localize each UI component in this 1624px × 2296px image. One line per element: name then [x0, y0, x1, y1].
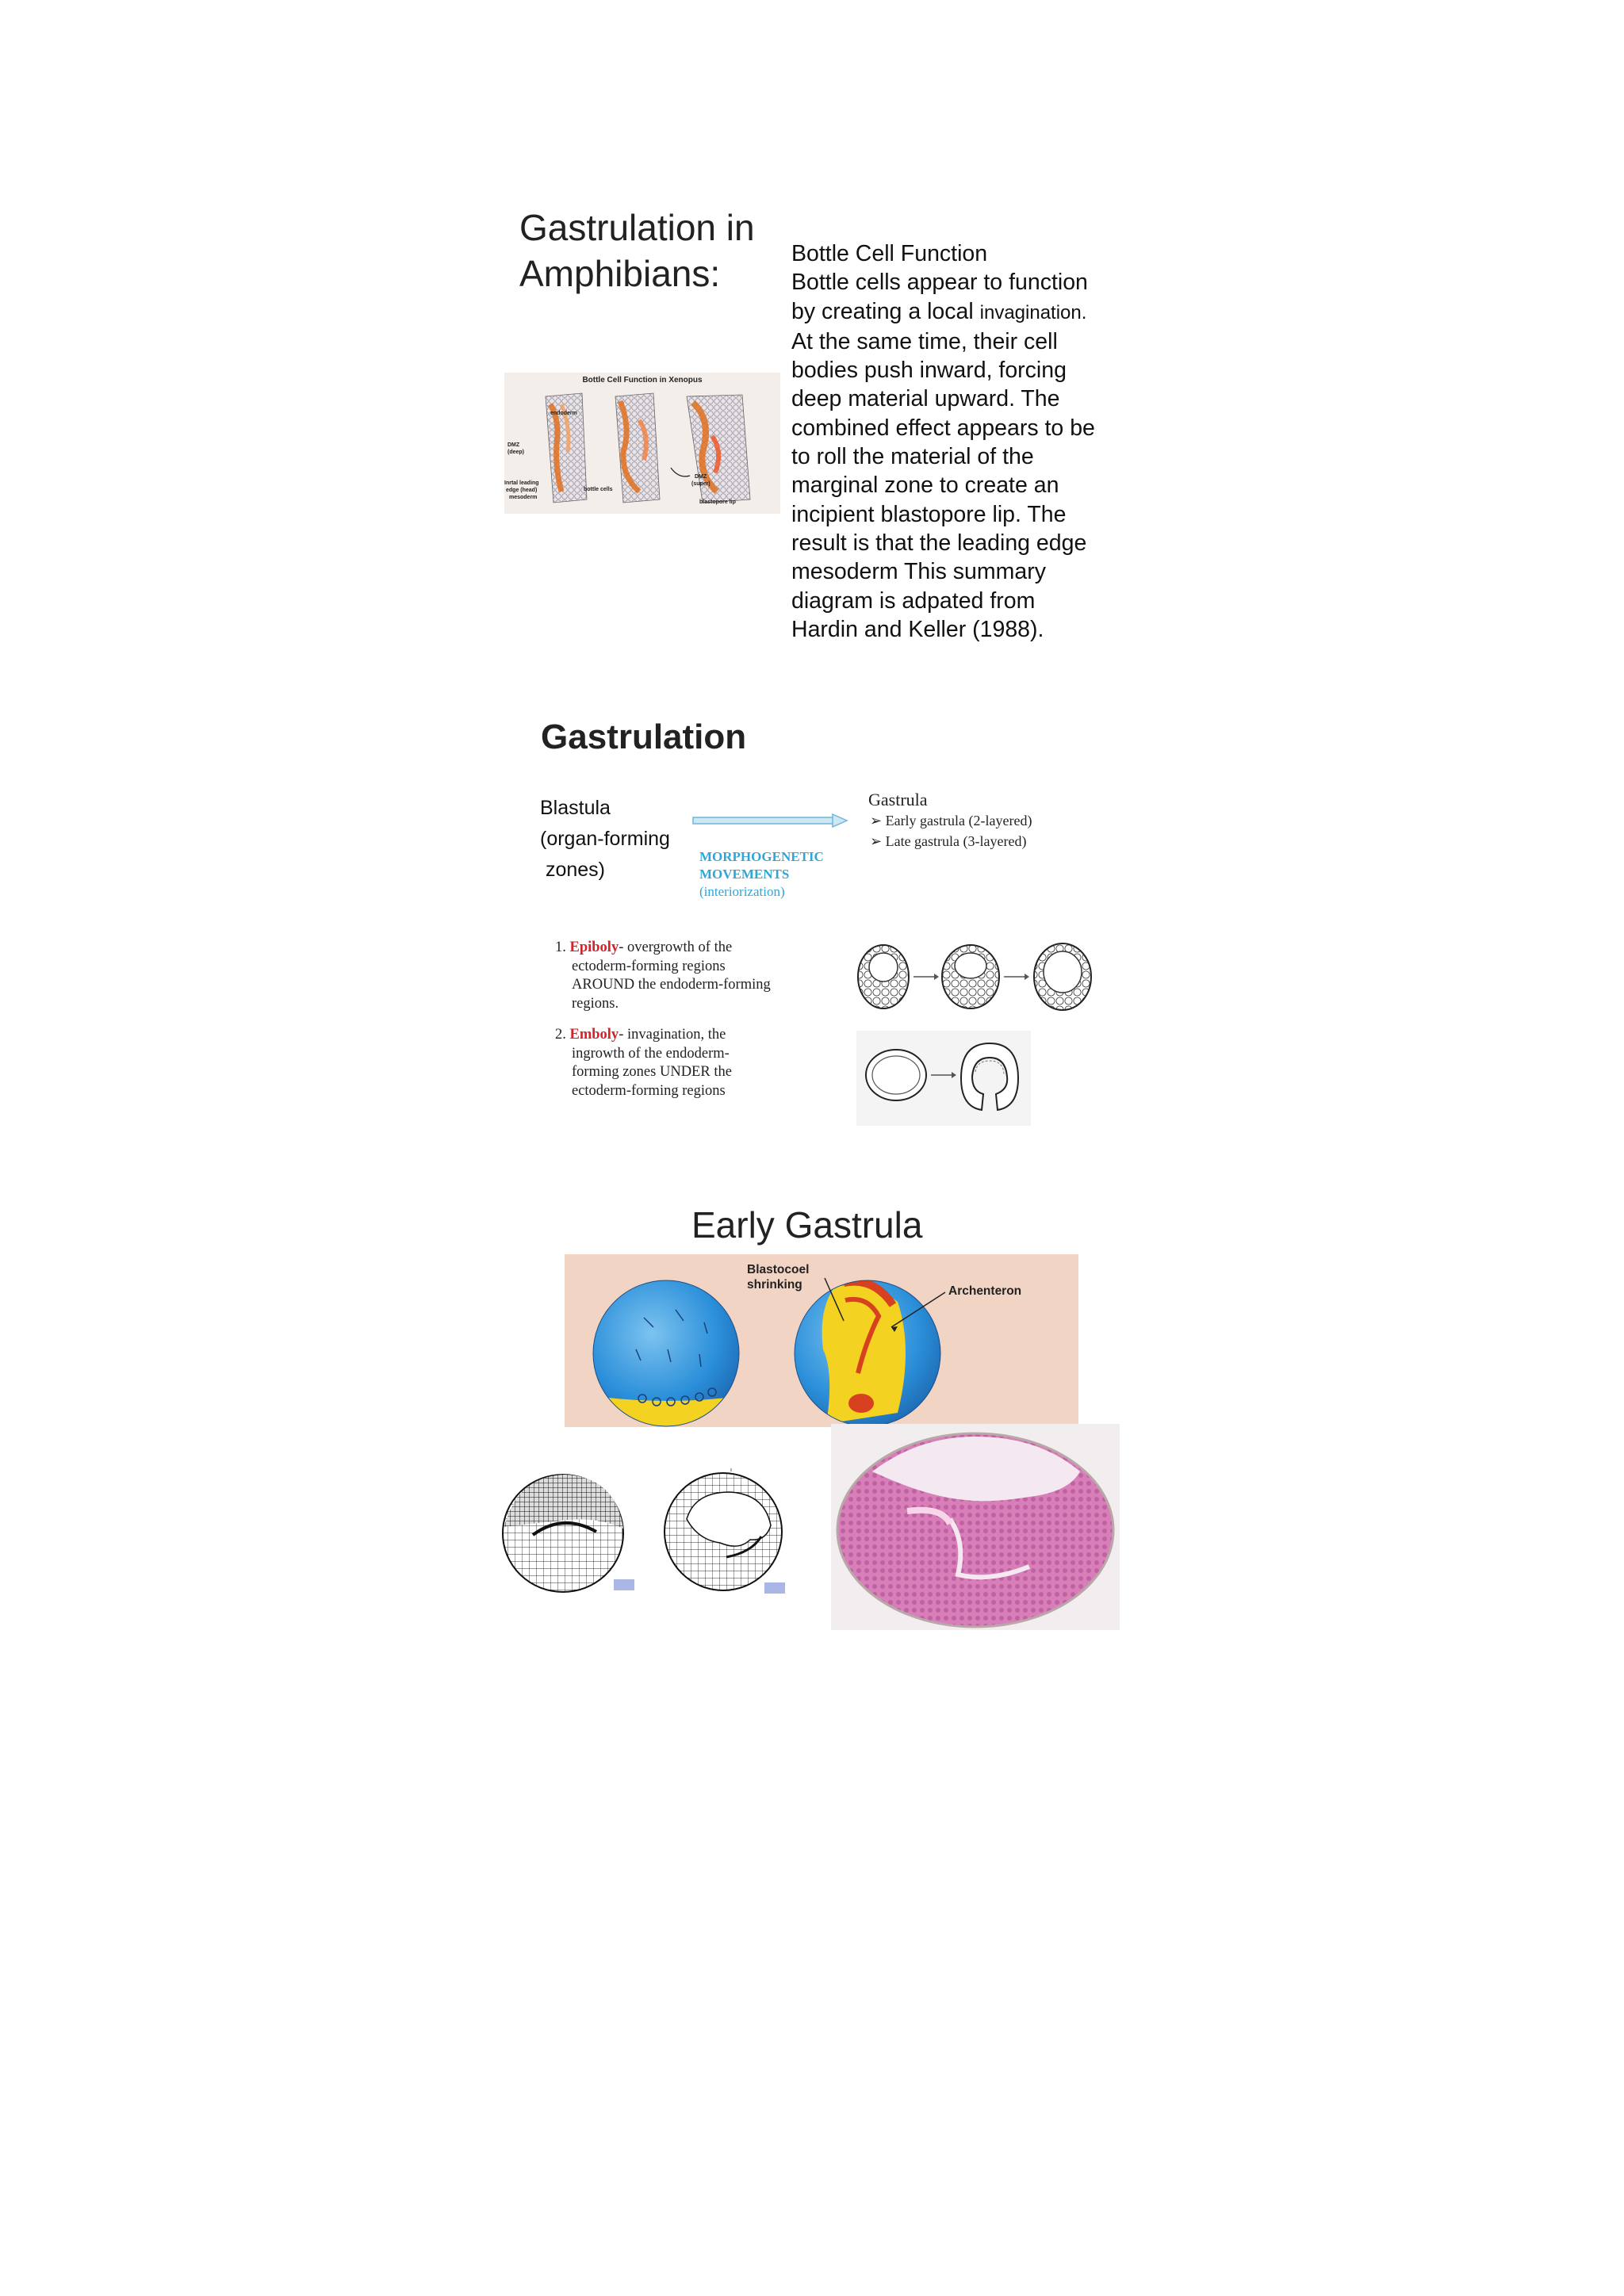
label-archenteron: Archenteron	[948, 1284, 1022, 1298]
label-dmz-deep: (deep)	[508, 450, 524, 455]
text-line: deep material upward. The	[791, 386, 1060, 412]
emboly-figure	[856, 1031, 1031, 1126]
movement-list	[555, 939, 825, 1113]
morphogenetic-movements	[699, 848, 824, 901]
list-text: - invagination, the	[619, 1027, 726, 1043]
bottle-cell-figure	[504, 373, 780, 514]
label-blastopore-lip: blastopore lip	[699, 499, 736, 505]
morph-line: MOVEMENTS	[699, 867, 790, 882]
text-line: Hardin and Keller (1988).	[791, 616, 1044, 642]
title-line: Gastrulation in	[519, 207, 755, 248]
text-line	[791, 297, 1124, 327]
gastrula-item: ➢ Early gastrula (2-layered)	[870, 813, 1032, 828]
gastrula-label	[868, 790, 1032, 851]
list-text: AROUND the endoderm-forming	[572, 977, 771, 993]
gastrula-sketch-right	[663, 1464, 790, 1597]
blastula-line: Blastula	[540, 797, 611, 819]
list-text: ectoderm-forming regions	[572, 1082, 726, 1099]
gastrula-sketch-left	[501, 1468, 636, 1597]
text-line: to roll the material of the	[791, 444, 1034, 470]
blastula-line: (organ-forming	[540, 828, 670, 850]
list-text: regions.	[572, 995, 619, 1012]
list-item-first-line	[555, 939, 825, 958]
text-line: bodies push inward, forcing	[791, 358, 1067, 384]
text-line: result is that the leading edge	[791, 530, 1087, 556]
text-segment: by creating a local	[791, 298, 980, 324]
label-blastocoel-shrinking	[747, 1262, 809, 1292]
list-term: Emboly	[569, 1027, 619, 1043]
morph-line: MORPHOGENETIC	[699, 849, 824, 864]
early-gastrula-illustration	[565, 1254, 1078, 1427]
list-text: - overgrowth of the	[619, 939, 733, 955]
label-dmz-deep: DMZ	[508, 442, 520, 448]
list-term: Epiboly	[569, 939, 619, 955]
list-number: 1.	[555, 939, 570, 955]
list-text: forming zones UNDER the	[572, 1064, 732, 1080]
epiboly-figure	[855, 936, 1094, 1023]
text-line: At the same time, their cell	[791, 328, 1058, 354]
list-number: 2.	[555, 1027, 570, 1043]
gastrula-item: ➢ Late gastrula (3-layered)	[870, 833, 1027, 849]
bottle-cell-illustration	[504, 373, 780, 514]
section1-title	[519, 205, 789, 297]
histology-photo	[831, 1424, 1120, 1630]
text-line: diagram is adpated from	[791, 587, 1036, 614]
label-dmz-super: (super)	[691, 481, 710, 487]
list-text: ectoderm-forming regions	[572, 958, 726, 974]
label-dmz-super: DMZ	[695, 474, 707, 480]
text-line: marginal zone to create an	[791, 473, 1059, 499]
list-item-first-line	[555, 1026, 825, 1045]
blastula-line: zones)	[540, 859, 605, 881]
gastrula-title: Gastrula	[868, 790, 928, 809]
label-leading-edge: Inrtal leading	[504, 480, 539, 486]
figure-title: Bottle Cell Function in Xenopus	[582, 376, 703, 385]
morph-line: (interiorization)	[699, 884, 785, 899]
label-line: Blastocoel	[747, 1263, 810, 1276]
blastula-label	[540, 793, 670, 886]
arrow-right-icon	[691, 813, 848, 828]
histology-image	[831, 1424, 1120, 1630]
label-line: shrinking	[747, 1278, 802, 1292]
label-endoderm: endoderm	[550, 411, 577, 416]
section3-title: Early Gastrula	[691, 1204, 923, 1246]
text-line: incipient blastopore lip. The	[791, 501, 1067, 527]
label-bottle-cells: bottle cells	[584, 487, 613, 492]
early-gastrula-figure	[565, 1254, 1078, 1427]
title-line: Amphibians:	[519, 253, 721, 294]
text-line: mesoderm This summary	[791, 559, 1046, 585]
text-heading: Bottle Cell Function	[791, 241, 988, 266]
label-leading-edge: mesoderm	[509, 495, 538, 500]
section2-title: Gastrulation	[541, 718, 747, 756]
text-line: combined effect appears to be	[791, 415, 1095, 441]
list-text: ingrowth of the endoderm-	[572, 1045, 730, 1062]
list-item	[555, 1026, 825, 1100]
label-leading-edge: edge (head)	[506, 488, 538, 493]
list-item	[555, 939, 825, 1013]
text-line: Bottle cells appear to function	[791, 270, 1088, 296]
bottle-cell-text	[791, 239, 1124, 644]
text-segment: invagination.	[979, 301, 1087, 323]
